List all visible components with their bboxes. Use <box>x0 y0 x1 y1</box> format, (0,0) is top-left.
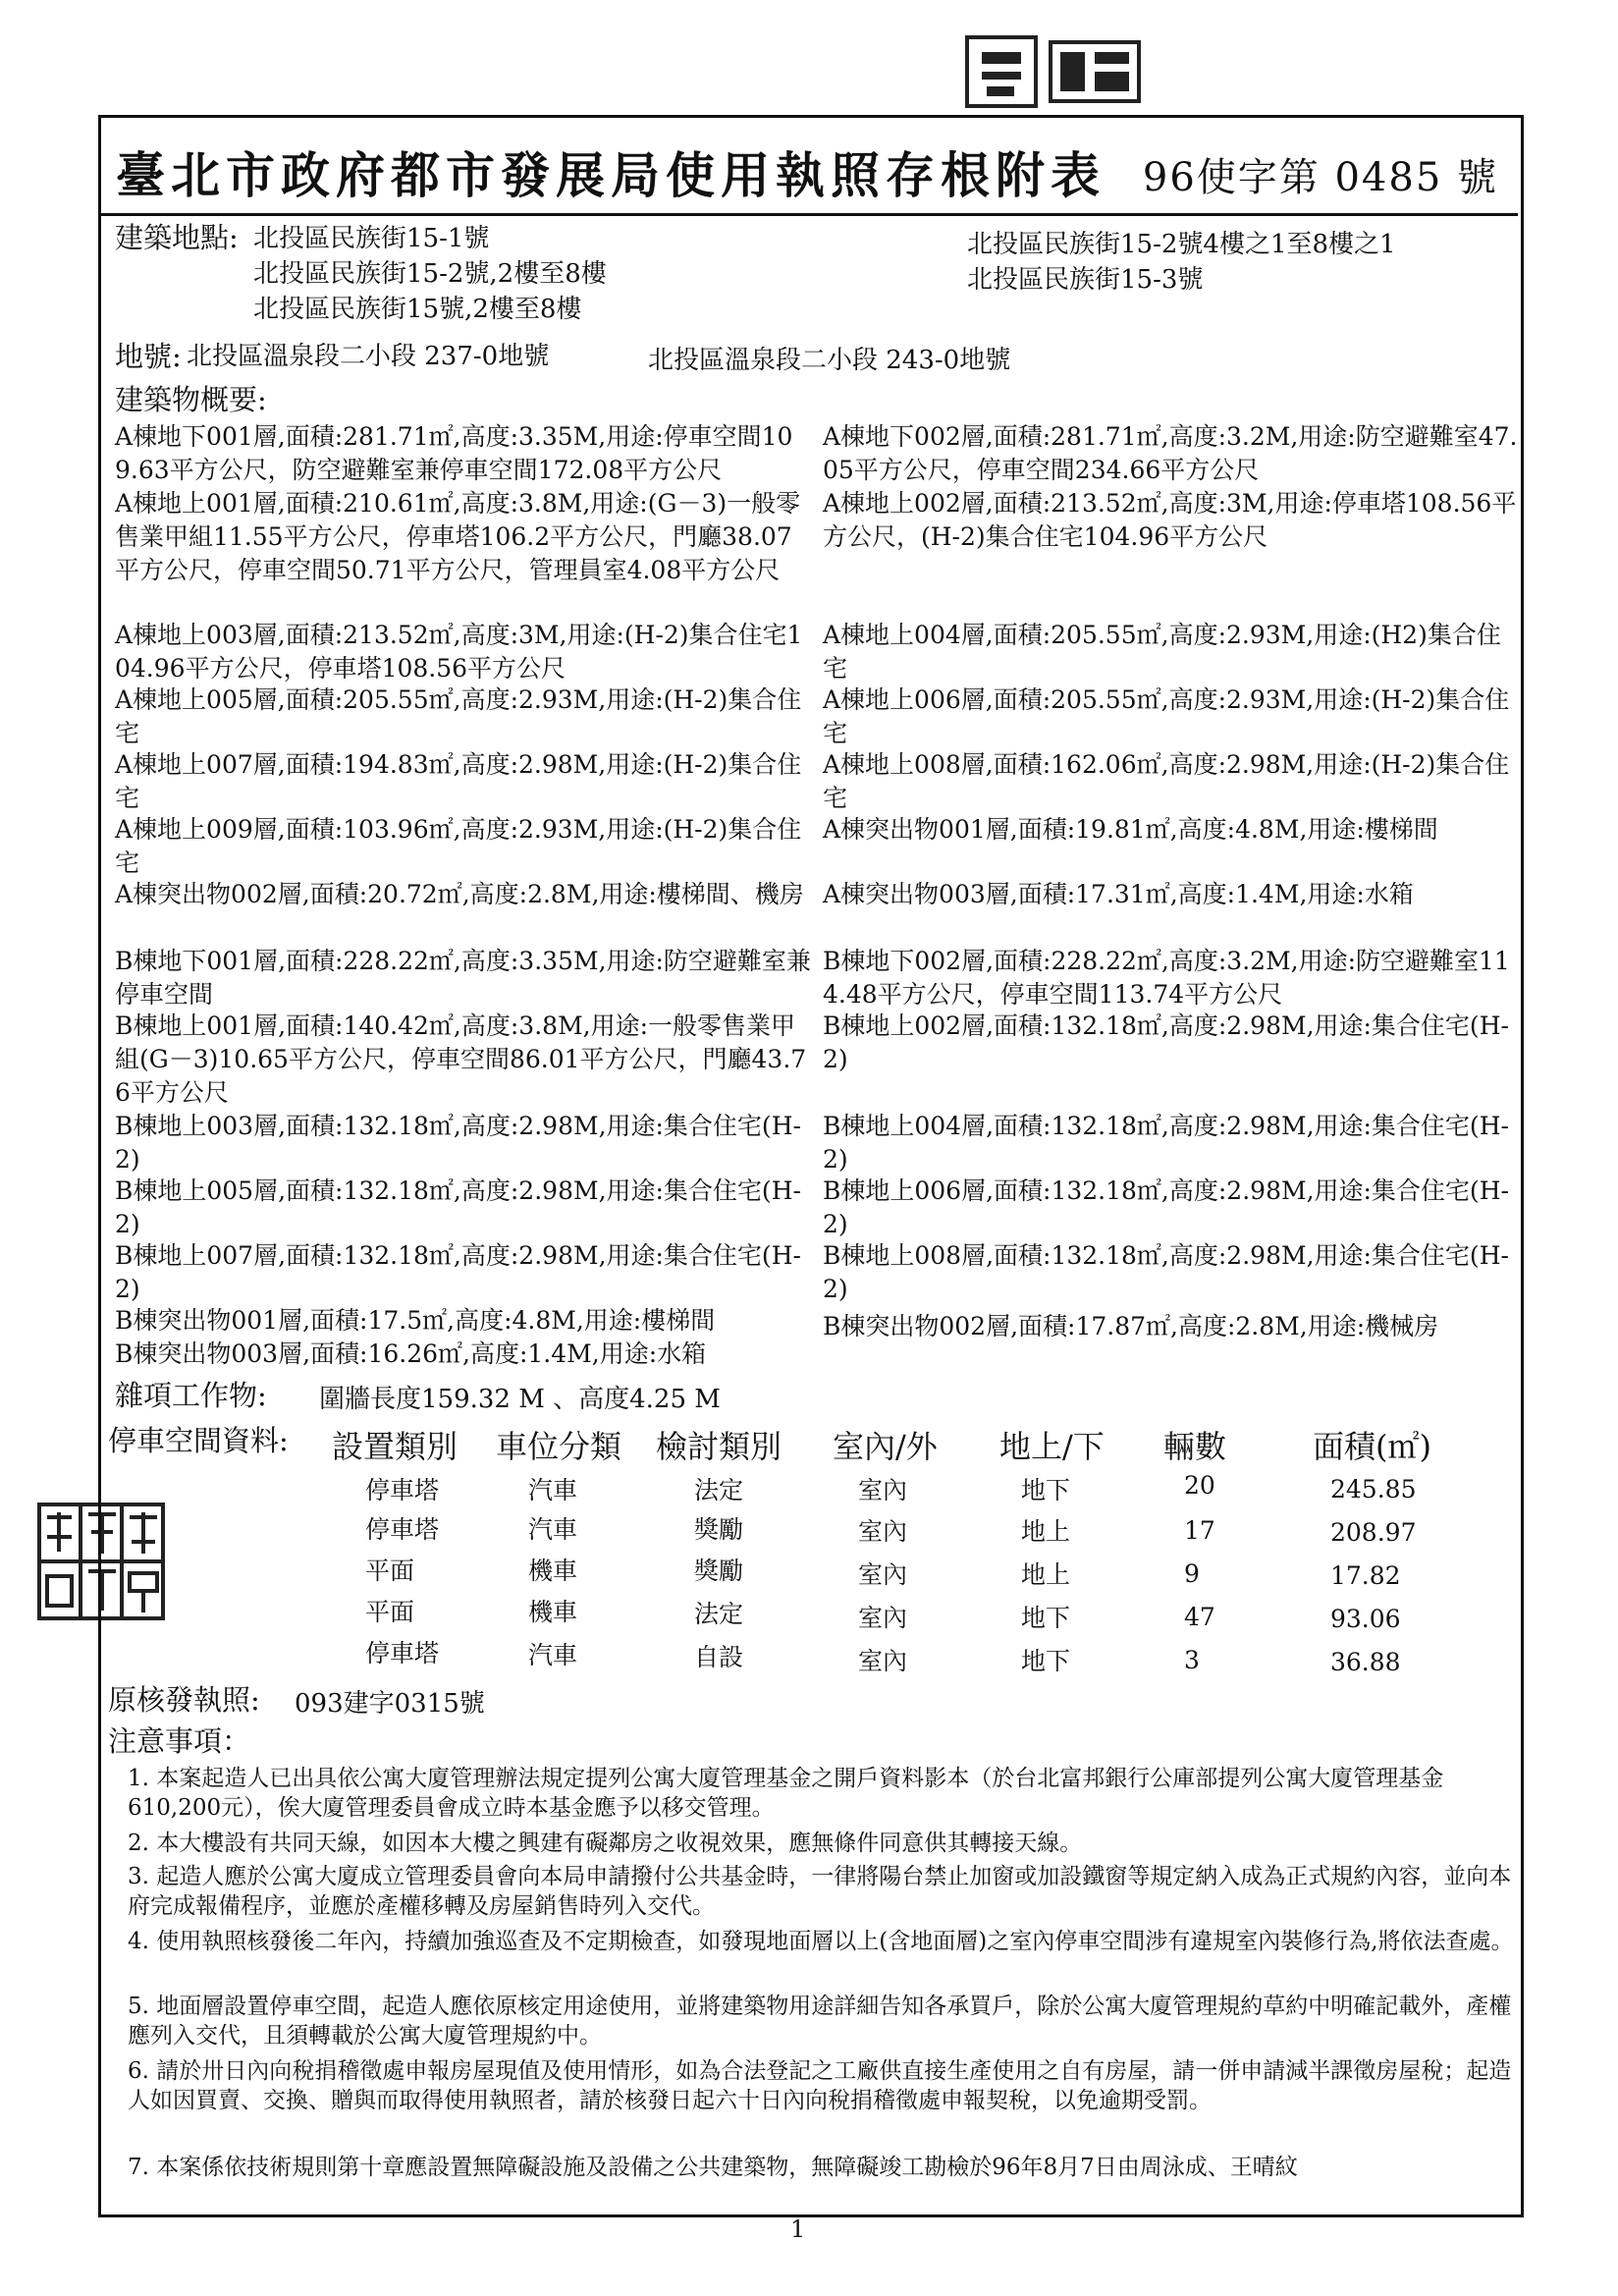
parking-cell: 自設 <box>694 1643 744 1671</box>
floor-entry: B棟突出物002層,面積:17.87㎡,高度:2.8M,用途:機械房 <box>823 1312 1439 1340</box>
floor-entry: B棟地上008層,面積:132.18㎡,高度:2.98M,用途:集合住宅(H-2) <box>823 1241 1509 1303</box>
document-title: 臺北市政府都市發展局使用執照存根附表 <box>116 146 1106 204</box>
floor-entry: B棟地上003層,面積:132.18㎡,高度:2.98M,用途:集合住宅(H-2) <box>115 1112 801 1174</box>
parking-cell: 法定 <box>694 1600 744 1628</box>
parking-cell: 245.85 <box>1330 1475 1417 1503</box>
original-permit-label: 原核發執照: <box>108 1683 260 1717</box>
parking-cell: 地上 <box>1021 1517 1071 1546</box>
notes-label: 注意事項： <box>108 1724 251 1758</box>
parking-cell: 17 <box>1184 1516 1215 1545</box>
lot-value: 北投區溫泉段二小段 237-0地號 <box>187 342 550 371</box>
floor-entry: B棟地上006層,面積:132.18㎡,高度:2.98M,用途:集合住宅(H-2) <box>823 1176 1509 1238</box>
floor-entry: B棟地上002層,面積:132.18㎡,高度:2.98M,用途:集合住宅(H-2) <box>823 1011 1509 1073</box>
misc-label: 雜項工作物: <box>115 1379 267 1412</box>
floor-entry: A棟地上002層,面積:213.52㎡,高度:3M,用途:停車塔108.56平方公尺，(H-2)集合住宅104.96平方公尺 <box>823 489 1517 551</box>
permit-number: 96使字第 0485 號 <box>1142 155 1498 200</box>
floor-entry: A棟地上003層,面積:213.52㎡,高度:3M,用途:(H-2)集合住宅104.96平方公尺，停車塔108.56平方公尺 <box>115 621 803 683</box>
site-line-right: 北投區民族街15-2號4樓之1至8樓之1 <box>967 230 1396 259</box>
floor-entry: A棟地上008層,面積:162.06㎡,高度:2.98M,用途:(H-2)集合住宅 <box>823 750 1510 812</box>
note-item: 4. 使用執照核發後二年內，持續加強巡查及不定期檢查，如發現地面層以上(含地面層)之室內停車空間涉有違規室內裝修行為,將依法查處。 <box>128 1929 1514 1954</box>
parking-cell: 室內 <box>858 1476 908 1504</box>
parking-col-header: 設置類別 <box>332 1428 458 1465</box>
parking-cell: 室內 <box>858 1560 908 1589</box>
parking-cell: 室內 <box>858 1604 908 1632</box>
parking-cell: 36.88 <box>1330 1648 1401 1676</box>
lot-label: 地號: <box>115 340 182 373</box>
site-line: 北投區民族街15-1號 <box>253 224 490 253</box>
parking-cell: 停車塔 <box>365 1639 440 1667</box>
parking-cell: 47 <box>1184 1603 1215 1631</box>
parking-col-header: 面積(㎡) <box>1313 1428 1431 1465</box>
site-label: 建築地點: <box>115 221 239 254</box>
floor-entry: A棟突出物003層,面積:17.31㎡,高度:1.4M,用途:水箱 <box>823 880 1414 908</box>
floor-entry: A棟地上009層,面積:103.96㎡,高度:2.93M,用途:(H-2)集合住宅 <box>115 815 802 877</box>
floor-entry: A棟突出物002層,面積:20.72㎡,高度:2.8M,用途:樓梯間、機房 <box>115 880 804 908</box>
floor-entry: A棟地下002層,面積:281.71㎡,高度:3.2M,用途:防空避難室47.05平方公尺，停車空間234.66平方公尺 <box>823 422 1518 484</box>
floor-entry: A棟地上001層,面積:210.61㎡,高度:3.8M,用途:(G－3)一般零售業甲組11.55平方公尺，停車塔106.2平方公尺，門廳38.07平方公尺，停車空間50.71平方公尺，管理員室4.08平方公尺 <box>115 489 801 584</box>
parking-cell: 停車塔 <box>365 1476 440 1504</box>
page-number: 1 <box>790 2215 806 2243</box>
floor-entry: A棟地上004層,面積:205.55㎡,高度:2.93M,用途:(H2)集合住宅 <box>823 621 1501 683</box>
site-line-right: 北投區民族街15-3號 <box>967 265 1204 295</box>
parking-cell: 93.06 <box>1330 1605 1401 1633</box>
parking-cell: 平面 <box>365 1598 415 1626</box>
parking-cell: 17.82 <box>1330 1561 1401 1590</box>
floor-entry: A棟地上007層,面積:194.83㎡,高度:2.98M,用途:(H-2)集合住宅 <box>115 750 802 812</box>
floor-entry: B棟突出物001層,面積:17.5㎡,高度:4.8M,用途:樓梯間 <box>115 1306 716 1335</box>
floor-entry: A棟地上005層,面積:205.55㎡,高度:2.93M,用途:(H-2)集合住宅 <box>115 685 802 747</box>
parking-cell: 汽車 <box>528 1641 578 1669</box>
note-item: 2. 本大樓設有共同天線，如因本大樓之興建有礙鄰房之收視效果，應無條件同意供其轉接天線。 <box>128 1831 1083 1856</box>
floor-entry: A棟地上006層,面積:205.55㎡,高度:2.93M,用途:(H-2)集合住宅 <box>823 685 1510 747</box>
floor-entry: B棟地上001層,面積:140.42㎡,高度:3.8M,用途:一般零售業甲組(G－3)10.65平方公尺，停車空間86.01平方公尺，門廳43.76平方公尺 <box>115 1011 807 1107</box>
parking-cell: 獎勵 <box>694 1557 744 1585</box>
parking-cell: 地下 <box>1021 1604 1071 1632</box>
parking-cell: 法定 <box>694 1476 744 1504</box>
parking-cell: 208.97 <box>1330 1518 1417 1547</box>
floor-entry: B棟地下002層,面積:228.22㎡,高度:3.2M,用途:防空避難室114.48平方公尺，停車空間113.74平方公尺 <box>823 947 1510 1009</box>
original-permit-value: 093建字0315號 <box>295 1689 485 1719</box>
parking-cell: 停車塔 <box>365 1515 440 1544</box>
parking-cell: 機車 <box>528 1598 578 1626</box>
parking-cell: 地下 <box>1021 1476 1071 1504</box>
parking-cell: 地下 <box>1021 1647 1071 1675</box>
parking-cell: 3 <box>1184 1646 1200 1674</box>
note-item: 7. 本案係依技術規則第十章應設置無障礙設施及設備之公共建築物，無障礙竣工勘檢於96年8月7日由周泳成、王晴紋 <box>128 2155 1298 2180</box>
site-line: 北投區民族街15號,2樓至8樓 <box>253 295 582 324</box>
floor-entry: B棟地下001層,面積:228.22㎡,高度:3.35M,用途:防空避難室兼停車空間 <box>115 947 811 1009</box>
parking-col-header: 檢討類別 <box>656 1428 782 1465</box>
site-line: 北投區民族街15-2號,2樓至8樓 <box>253 259 607 289</box>
parking-cell: 獎勵 <box>694 1515 744 1544</box>
parking-cell: 9 <box>1184 1559 1200 1588</box>
note-item: 5. 地面層設置停車空間，起造人應依原核定用途使用，並將建築物用途詳細告知各承買戶，除於公寓大廈管理規約草約中明確記載外，產權應列入交代，且須轉載於公寓大廈管理規約中。 <box>128 1994 1512 2049</box>
lot-value: 北投區溫泉段二小段 243-0地號 <box>648 346 1011 375</box>
parking-col-header: 輛數 <box>1163 1428 1227 1465</box>
parking-cell: 平面 <box>365 1557 415 1585</box>
overview-label: 建築物概要: <box>115 383 267 416</box>
parking-cell: 20 <box>1184 1471 1215 1500</box>
parking-col-header: 室內/外 <box>833 1428 938 1465</box>
floor-entry: B棟突出物003層,面積:16.26㎡,高度:1.4M,用途:水箱 <box>115 1339 707 1368</box>
parking-cell: 室內 <box>858 1517 908 1546</box>
floor-entry: A棟突出物001層,面積:19.81㎡,高度:4.8M,用途:樓梯間 <box>823 815 1438 844</box>
parking-col-header: 車位分類 <box>496 1428 622 1465</box>
parking-cell: 室內 <box>858 1647 908 1675</box>
note-item: 1. 本案起造人已出具依公寓大廈管理辦法規定提列公寓大廈管理基金之開戶資料影本（於台北富邦銀行公庫部提列公寓大廈管理基金610,200元），俟大廈管理委員會成立時本基金應予以移交管理。 <box>128 1766 1444 1821</box>
parking-cell: 汽車 <box>528 1476 578 1504</box>
misc-value: 圍牆長度159.32 M 、高度4.25 M <box>319 1385 721 1414</box>
parking-cell: 汽車 <box>528 1515 578 1544</box>
floor-entry: A棟地下001層,面積:281.71㎡,高度:3.35M,用途:停車空間109.63平方公尺，防空避難室兼停車空間172.08平方公尺 <box>115 422 793 484</box>
parking-cell: 地上 <box>1021 1560 1071 1589</box>
note-item: 3. 起造人應於公寓大廈成立管理委員會向本局申請撥付公共基金時，一律將陽台禁止加窗或加設鐵窗等規定納入成為正式規約內容，並向本府完成報備程序，並應於產權移轉及房屋銷售時列入交代。 <box>128 1864 1512 1919</box>
header-row <box>98 115 1518 216</box>
parking-label: 停車空間資料: <box>108 1424 289 1457</box>
parking-col-header: 地上/下 <box>999 1428 1105 1465</box>
floor-entry: B棟地上004層,面積:132.18㎡,高度:2.98M,用途:集合住宅(H-2) <box>823 1112 1509 1174</box>
floor-entry: B棟地上005層,面積:132.18㎡,高度:2.98M,用途:集合住宅(H-2) <box>115 1176 801 1238</box>
note-item: 6. 請於卅日內向稅捐稽徵處申報房屋現值及使用情形，如為合法登記之工廠供直接生產使用之自有房屋，請一併申請減半課徵房屋稅；起造人如因買賣、交換、贈與而取得使用執照者，請於核發日起六十日內向稅捐稽徵處申報契稅，以免逾期受罰。 <box>128 2058 1512 2113</box>
seal-stamp-top <box>957 18 1163 126</box>
floor-entry: B棟地上007層,面積:132.18㎡,高度:2.98M,用途:集合住宅(H-2) <box>115 1241 801 1303</box>
parking-cell: 機車 <box>528 1557 578 1585</box>
